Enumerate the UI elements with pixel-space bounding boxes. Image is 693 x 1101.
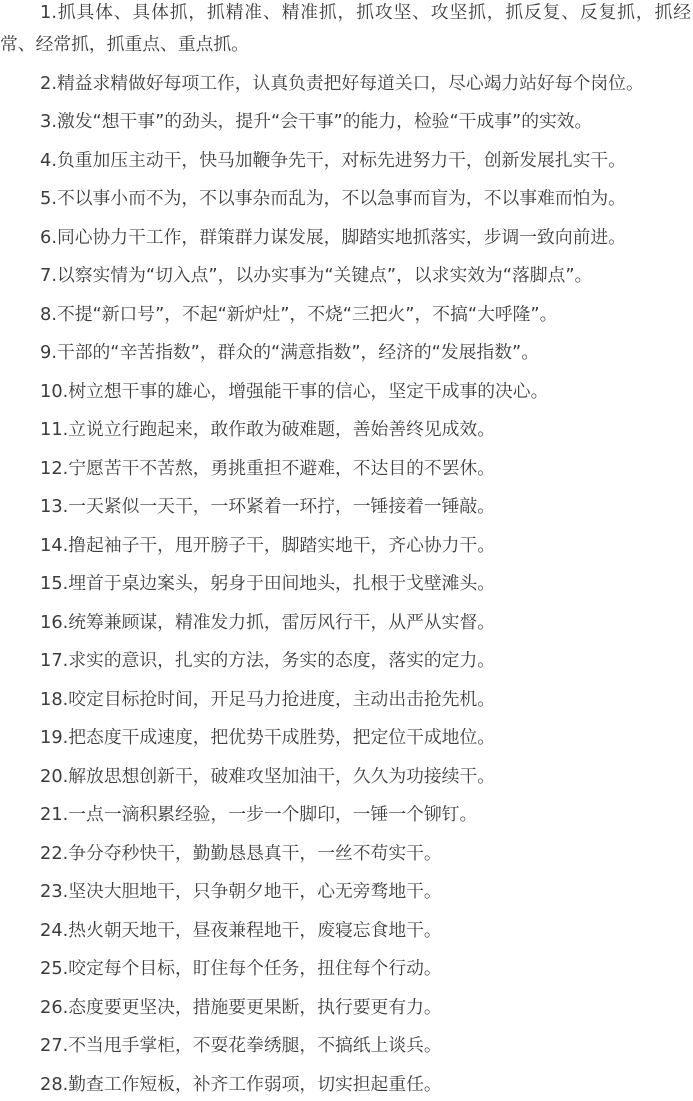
paragraph-3: 3.激发“想干事”的劲头，提升“会干事”的能力，检验“干成事”的实效。 — [40, 111, 593, 132]
paragraph-24: 24.热火朝天地干，昼夜兼程地干，废寝忘食地干。 — [40, 919, 442, 941]
paragraph-23: 23.坚决大胆地干，只争朝夕地干，心无旁骛地干。 — [40, 881, 442, 902]
paragraph-27: 27.不当甩手掌柜，不耍花拳绣腿，不搞纸上谈兵。 — [40, 1035, 442, 1056]
paragraph-10: 10.树立想干事的雄心，增强能干事的信心，坚定干成事的决心。 — [40, 380, 549, 402]
paragraph-8: 8.不提“新口号”，不起“新炉灶”，不烧“三把火”，不搞“大呼隆”。 — [40, 303, 558, 325]
paragraph-20: 20.解放思想创新干，破难攻坚加油干，久久为功接续干。 — [40, 765, 496, 787]
paragraph-1: 1.抓具体、具体抓，抓精准、精准抓，抓攻坚、攻坚抓，抓反复、反复抓，抓经常、经常抓，抓重点、重点抓。 — [0, 2, 691, 55]
paragraph-2: 2.精益求精做好每项工作，认真负责把好每道关口，尽心竭力站好每个岗位。 — [40, 72, 644, 94]
paragraph-11: 11.立说立行跑起来，敢作敢为破难题，善始善终见成效。 — [40, 419, 496, 440]
paragraph-14: 14.撸起袖子干，甩开膀子干，脚踏实地干，齐心协力干。 — [40, 534, 496, 556]
paragraph-5: 5.不以事小而不为，不以事杂而乱为，不以急事而盲为，不以事难而怕为。 — [40, 188, 626, 209]
paragraph-26: 26.态度要更坚决，措施要更果断，执行要更有力。 — [40, 996, 442, 1018]
paragraph-17: 17.求实的意识，扎实的方法，务实的态度，落实的定力。 — [40, 650, 496, 671]
paragraph-7: 7.以察实情为“切入点”，以办实事为“关键点”，以求实效为“落脚点”。 — [40, 265, 593, 286]
paragraph-28: 28.勤查工作短板，补齐工作弱项，切实担起重任。 — [40, 1073, 442, 1095]
paragraph-16: 16.统筹兼顾谋，精准发力抓，雷厉风行干，从严从实督。 — [40, 611, 496, 633]
paragraph-9: 9.干部的“辛苦指数”，群众的“满意指数”，经济的“发展指数”。 — [40, 342, 539, 363]
paragraph-22: 22.争分夺秒快干，勤勤恳恳真干，一丝不苟实干。 — [40, 842, 442, 864]
paragraph-13: 13.一天紧似一天干，一环紧着一环拧，一锤接着一锤敲。 — [40, 496, 496, 517]
paragraph-19: 19.把态度干成速度，把优势干成胜势，把定位干成地位。 — [40, 727, 496, 748]
paragraph-18: 18.咬定目标抢时间，开足马力抢进度，主动出击抢先机。 — [40, 688, 496, 710]
paragraph-25: 25.咬定每个目标，盯住每个任务，扭住每个行动。 — [40, 958, 442, 979]
paragraph-15: 15.埋首于桌边案头，躬身于田间地头，扎根于戈壁滩头。 — [40, 573, 496, 594]
paragraph-4: 4.负重加压主动干，快马加鞭争先干，对标先进努力干，创新发展扎实干。 — [40, 149, 626, 171]
paragraph-12: 12.宁愿苦干不苦熬，勇挑重担不避难，不达目的不罢休。 — [40, 457, 496, 479]
paragraph-21: 21.一点一滴积累经验，一步一个脚印，一锤一个铆钉。 — [40, 804, 478, 825]
paragraph-6: 6.同心协力干工作，群策群力谋发展，脚踏实地抓落实，步调一致向前进。 — [40, 226, 626, 248]
